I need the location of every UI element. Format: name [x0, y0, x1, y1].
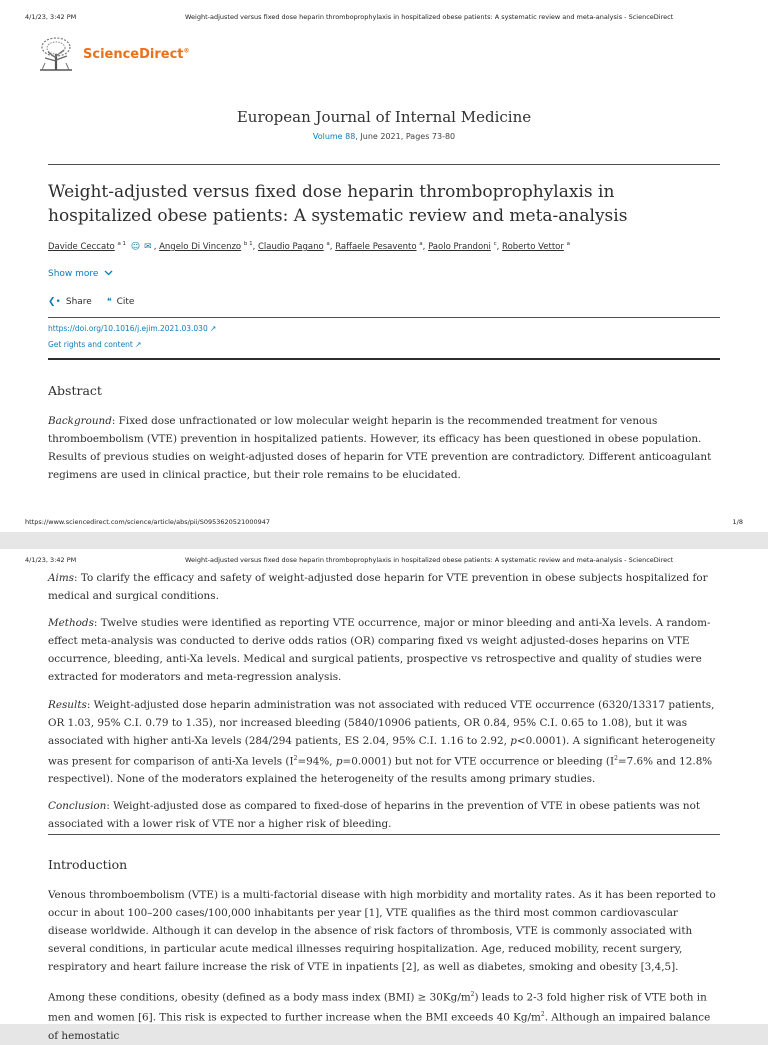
email-icon[interactable]: ✉: [144, 241, 152, 252]
divider: [48, 834, 720, 835]
author-list: Davide Ceccato $^{a 1}$ ☺ ✉ , Angelo Di Vincenzo $^{b 1}$, Claudio Pagano $^a$, Raffaele Pesavento $^a$, Paolo Prandoni $^c$, Roberto Vettor $^a$: [48, 241, 570, 252]
show-more-button[interactable]: Show more: [48, 269, 113, 279]
print-doc-title: Weight-adjusted versus fixed dose heparin thromboprophylaxis in hospitalized obese patients: A systematic review and meta-analysis - ScienceDirect: [185, 13, 674, 21]
volume-line: [0, 132, 768, 141]
pdf-page-2: [0, 549, 768, 1042]
person-icon[interactable]: ☺: [130, 241, 141, 252]
intro-paragraph-2: Among these conditions, obesity (defined as a body mass index $(BMI) \ge 30Kg/m^2$) leads to 2-3 fold higher risk of VTE both in men and women [6]. This risk is expected to further increase when the BMI exceeds 40 $Kg/m^2$. Although an impaired balance of hemostatic: [48, 991, 711, 1042]
volume-details: , June 2021, Pages 73-80: [355, 132, 456, 141]
share-icon: ❮•: [48, 297, 61, 307]
article-title: Weight-adjusted versus fixed dose heparin thromboprophylaxis in hospitalized obese patients: A systematic review and meta-analysis: [48, 182, 628, 226]
sciencedirect-brand[interactable]: ScienceDirect®: [83, 47, 190, 62]
author-link[interactable]: Angelo Di Vincenzo: [159, 241, 242, 252]
abstract-aims: Aims: To clarify the efficacy and safety of weight-adjusted dose heparin for VTE prevention in obese subjects hospitalized for medical and surgical conditions.: [48, 572, 708, 602]
external-link-icon: ↗: [135, 340, 142, 349]
print-page-number: 1/8: [732, 518, 743, 526]
cite-button[interactable]: ❝ Cite: [106, 297, 135, 307]
divider: [48, 164, 720, 165]
quote-icon: ❝: [106, 297, 112, 307]
author-link[interactable]: Roberto Vettor: [502, 241, 564, 252]
intro-paragraph-1: Venous thromboembolism (VTE) is a multi-factorial disease with high morbidity and mortality rates. As it has been reported to occur in about 100–200 cases/100,000 inhabitants per year [1], VTE qualifies as the third most common cardiovascular disease worldwide. Although it can develop in the absence of risk factors of thrombosis, VTE is commonly associated with several conditions, in particular acute medical illnesses requiring hospitalization. Age, reduced mobility, recent surgery, respiratory and heart failure increase the risk of VTE in inpatients [2], as well as diabetes, smoking and obesity [3,4,5].: [48, 889, 716, 973]
chevron-down-icon: [104, 270, 113, 276]
print-doc-title: Weight-adjusted versus fixed dose heparin thromboprophylaxis in hospitalized obese patients: A systematic review and meta-analysis - ScienceDirect: [185, 556, 674, 564]
volume-link[interactable]: Volume 88: [312, 132, 356, 141]
abstract-conclusion: Conclusion: Weight-adjusted dose as compared to fixed-dose of heparins in the prevention of VTE in obese patients was not associated with a lower risk of VTE nor a higher risk of bleeding.: [48, 800, 701, 830]
print-timestamp: 4/1/23, 3:42 PM: [25, 13, 77, 21]
introduction-heading: Introduction: [48, 857, 128, 872]
share-cite-bar: [48, 297, 134, 307]
share-button[interactable]: ❮• Share: [48, 297, 92, 307]
rights-link[interactable]: Get rights and content ↗: [48, 340, 142, 349]
external-link-icon: ↗: [210, 324, 217, 333]
author-link[interactable]: Paolo Prandoni: [428, 241, 491, 252]
print-url: https://www.sciencedirect.com/science/article/abs/pii/S0953620521000947: [25, 518, 271, 526]
abstract-results: Results: Weight-adjusted dose heparin administration was not associated with reduced VTE occurrence (6320/13317 patients, OR 1.03, 95% C.I. 0.79 to 1.35), nor increased bleeding (5840/10906 patients, OR 0.84, 95% C.I. 0.65 to 1.08), but it was associated with higher anti-Xa levels (284/294 patients, ES 2.04, 95% C.I. 1.16 to 2.92, p<0.0001). A significant heterogeneity was present for comparison of anti-Xa levels ($I^2=94\%$, p=0.0001) but not for VTE occurrence or bleeding ($I^2=7.6\%$ and 12.8% respectivel). None of the moderators explained the heterogeneity of the results among primary studies.: [48, 699, 716, 786]
elsevier-tree-logo: [36, 36, 76, 72]
doi-link[interactable]: https://doi.org/10.1016/j.ejim.2021.03.030 ↗: [48, 324, 217, 333]
print-footer: [25, 518, 743, 526]
abstract-heading: Abstract: [48, 383, 102, 398]
author-link[interactable]: Claudio Pagano: [258, 241, 324, 252]
journal-name[interactable]: European Journal of Internal Medicine: [236, 108, 532, 126]
author-link[interactable]: Raffaele Pesavento: [335, 241, 417, 252]
abstract-background: Background: Fixed dose unfractionated or low molecular weight heparin is the recommended treatment for venous thromboembolism (VTE) prevention in hospitalized patients. However, its efficacy has been questioned in obese population. Results of previous studies on weight-adjusted doses of heparin for VTE prevention are contradictory. Different anticoagulant regimens are used in clinical practice, but their role remains to be elucidated.: [48, 415, 712, 481]
print-timestamp: 4/1/23, 3:42 PM: [25, 556, 77, 564]
divider: [48, 317, 720, 318]
author-link[interactable]: Davide Ceccato: [48, 241, 115, 252]
abstract-methods: Methods: Twelve studies were identified as reporting VTE occurrence, major or minor bleeding and anti-Xa levels. A random-effect meta-analysis was conducted to derive odds ratios (OR) comparing fixed vs weight adjusted-doses heparins on VTE occurrence, bleeding, anti-Xa levels. Medical and surgical patients, prospective vs retrospective and quality of studies were extracted for moderators and meta-regression analysis.: [48, 617, 711, 683]
divider: [48, 358, 720, 360]
